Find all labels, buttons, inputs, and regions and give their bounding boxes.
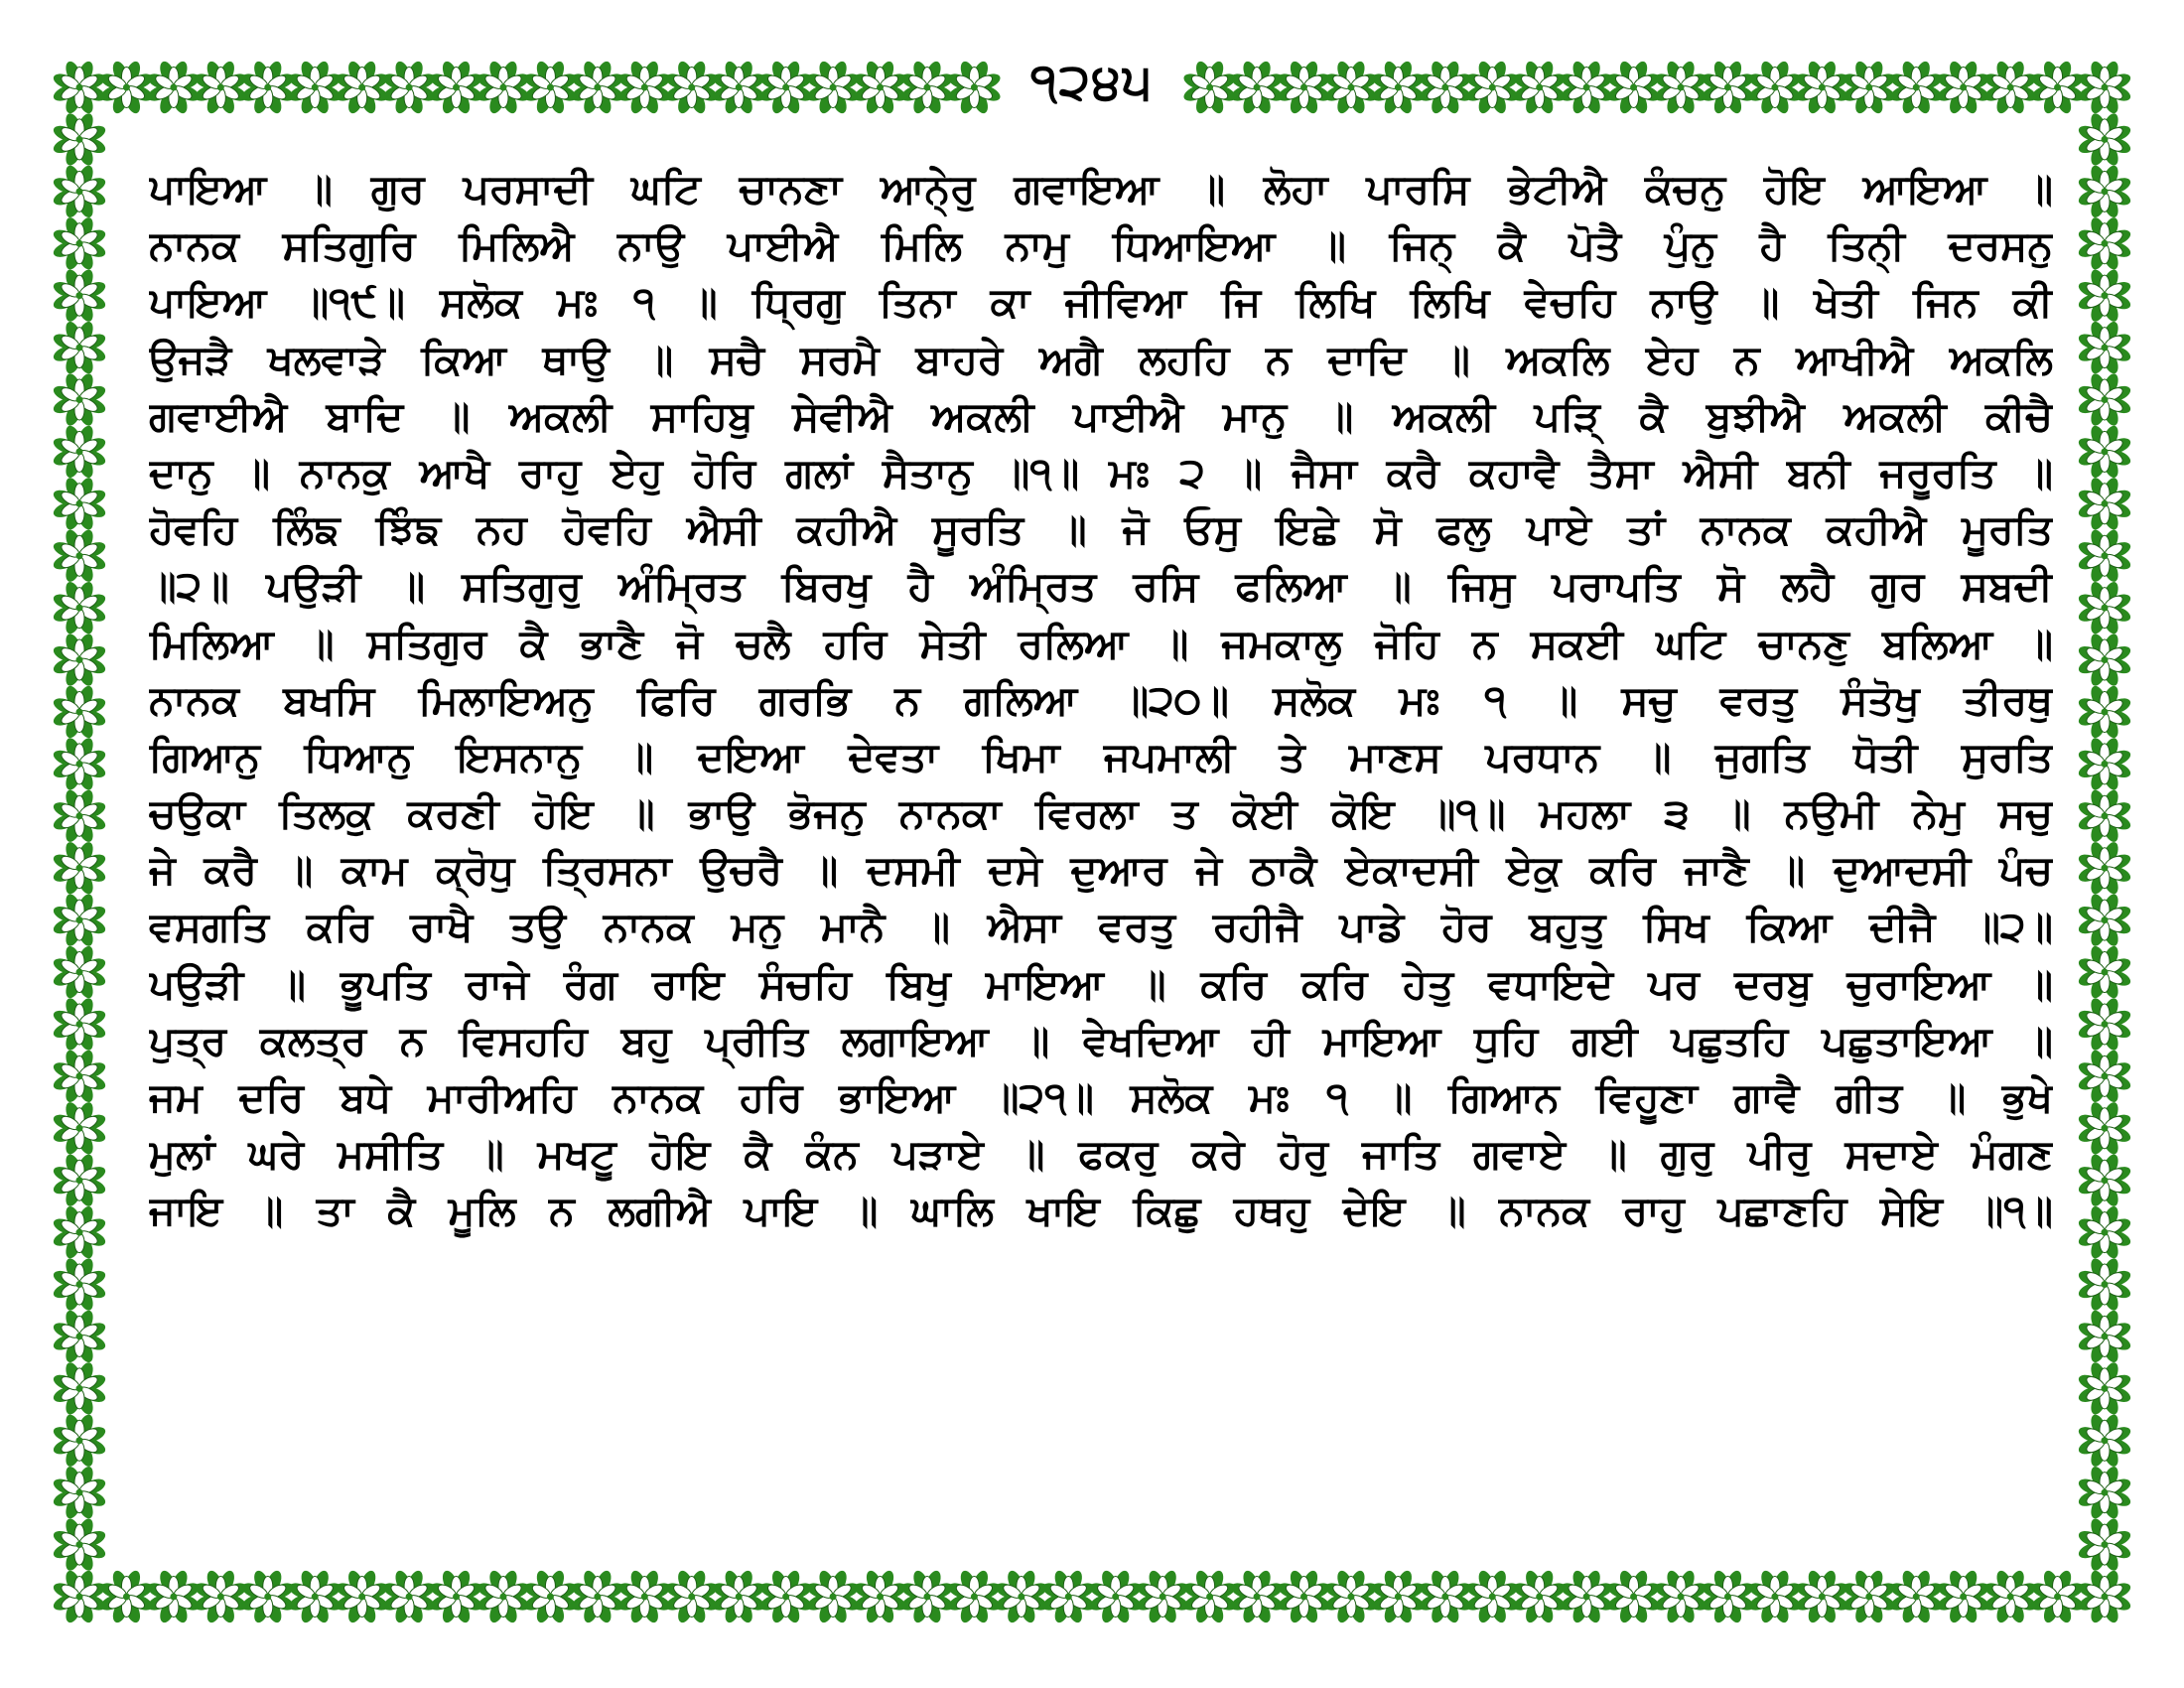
text-line: ਪਾਇਆ ॥ ਗੁਰ ਪਰਸਾਦੀ ਘਟਿ ਚਾਨਣਾ ਆਨੇ੍ਰੁ ਗਵਾਇਆ ॥ ਲੋਹਾ ਪਾਰਸਿ ਭੇਟੀਐ ਕੰਚਨੁ ਹੋਇ ਆਇਆ ॥ (149, 165, 2053, 212)
flower-icon (2077, 1516, 2133, 1573)
text-line: ਚਉਕਾ ਤਿਲਕੁ ਕਰਣੀ ਹੋਇ ॥ ਭਾਉ ਭੋਜਨੁ ਨਾਨਕਾ ਵਿਰਲਾ ਤ ਕੋਈ ਕੋਇ ॥੧॥ ਮਹਲਾ ੩ ॥ ਨਉਮੀ ਨੇਮੁ ਸਚੁ (149, 789, 2053, 838)
flower-icon (1747, 1569, 1804, 1625)
flower-icon (1605, 1569, 1662, 1625)
text-line: ਨਾਨਕ ਬਖਸਿ ਮਿਲਾਇਅਨੁ ਫਿਰਿ ਗਰਭਿ ਨ ਗਲਿਆ ॥੨੦॥ ਸਲੋਕ ਮਃ ੧ ॥ ਸਚੁ ਵਰਤੁ ਸੰਤੋਖੁ ਤੀਰਥੁ (149, 675, 2053, 724)
flower-icon (1935, 60, 1991, 116)
page-number: ੧੨੪੫ (1003, 52, 1181, 111)
text-line: ਜਾਇ ॥ ਤਾ ਕੈ ਮੂਲਿ ਨ ਲਗੀਐ ਪਾਇ ॥ ਘਾਲਿ ਖਾਇ ਕਿਛੁ ਹਥਹੁ ਦੇਇ ॥ ਨਾਨਕ ਰਾਹੁ ਪਛਾਣਹਿ ਸੇਇ ॥੧॥ (149, 1187, 2053, 1235)
flower-icon (2029, 1569, 2086, 1625)
flower-icon (193, 1569, 249, 1625)
flower-icon (946, 1569, 1003, 1625)
flower-icon (2077, 1152, 2133, 1208)
flower-icon (52, 527, 108, 584)
flower-icon (1276, 1569, 1332, 1625)
flower-icon (1181, 1569, 1238, 1625)
flower-icon (852, 60, 908, 116)
flower-icon (1276, 60, 1332, 116)
flower-icon (711, 1569, 767, 1625)
flower-icon (2077, 1204, 2133, 1261)
flower-icon (899, 60, 956, 116)
flower-icon (476, 60, 532, 116)
flower-icon (1982, 60, 2039, 116)
flower-icon (52, 996, 108, 1053)
flower-icon (52, 736, 108, 792)
flower-icon (2077, 320, 2133, 376)
flower-icon (287, 60, 343, 116)
flower-icon (52, 60, 108, 116)
flower-icon (52, 1516, 108, 1573)
flower-icon (52, 892, 108, 948)
flower-icon (1653, 1569, 1709, 1625)
flower-icon (98, 60, 155, 116)
flower-icon (381, 60, 438, 116)
flower-icon (52, 476, 108, 532)
flower-icon (852, 1569, 908, 1625)
flower-icon (2077, 527, 2133, 584)
flower-icon (1700, 60, 1756, 116)
flower-icon (52, 111, 108, 168)
flower-icon (52, 1204, 108, 1261)
flower-icon (1794, 1569, 1850, 1625)
flower-icon (2077, 267, 2133, 324)
flower-icon (52, 1256, 108, 1313)
flower-icon (52, 371, 108, 428)
flower-icon (52, 163, 108, 219)
flower-icon (1464, 60, 1521, 116)
text-line: ਪਾਇਆ ॥੧੯॥ ਸਲੋਕ ਮਃ ੧ ॥ ਧ੍ਰਿਗੁ ਤਿਨਾ ਕਾ ਜੀਵਿਆ ਜਿ ਲਿਖਿ ਲਿਖਿ ਵੇਚਹਿ ਨਾਉ ॥ ਖੇਤੀ ਜਿਨ ਕੀ (149, 278, 2053, 327)
flower-icon (381, 1569, 438, 1625)
flower-icon (287, 1569, 343, 1625)
flower-icon (2077, 1049, 2133, 1105)
flower-icon (2077, 787, 2133, 844)
text-line: ਜਮ ਦਰਿ ਬਧੇ ਮਾਰੀਅਹਿ ਨਾਨਕ ਹਰਿ ਭਾਇਆ ॥੨੧॥ ਸਲੋਕ ਮਃ ੧ ॥ ਗਿਆਨ ਵਿਹੂਣਾ ਗਾਵੈ ਗੀਤ ॥ ਭੁਖੇ (149, 1073, 2053, 1121)
flower-icon (2077, 996, 2133, 1053)
flower-icon (1747, 60, 1804, 116)
flower-icon (146, 60, 203, 116)
flower-icon (476, 1569, 532, 1625)
flower-icon (52, 1569, 108, 1625)
flower-icon (663, 60, 720, 116)
flower-icon (993, 1569, 1049, 1625)
flower-icon (616, 1569, 673, 1625)
flower-icon (805, 60, 862, 116)
flower-icon (1417, 60, 1473, 116)
flower-icon (52, 684, 108, 741)
flower-icon (2077, 476, 2133, 532)
flower-icon (2077, 892, 2133, 948)
flower-icon (2077, 580, 2133, 636)
text-line: ਹੋਵਹਿ ਲਿੰਙ ਝਿੰਙ ਨਹ ਹੋਵਹਿ ਐਸੀ ਕਹੀਐ ਸੂਰਤਿ ॥ ਜੋ ਓਸੁ ਇਛੇ ਸੋ ਫਲੁ ਪਾਏ ਤਾਂ ਨਾਨਕ ਕਹੀਐ ਮੂਰਤਿ (149, 505, 2053, 554)
flower-icon (2077, 1309, 2133, 1365)
flower-icon (1888, 60, 1945, 116)
flower-icon (334, 1569, 390, 1625)
flower-icon (2077, 1360, 2133, 1417)
flower-icon (146, 1569, 203, 1625)
flower-icon (570, 60, 626, 116)
flower-icon (1229, 1569, 1286, 1625)
flower-icon (711, 60, 767, 116)
flower-icon (1323, 1569, 1380, 1625)
flower-icon (1794, 60, 1850, 116)
flower-icon (239, 60, 296, 116)
text-line: ਪਉੜੀ ॥ ਭੂਪਤਿ ਰਾਜੇ ਰੰਗ ਰਾਇ ਸੰਚਹਿ ਬਿਖੁ ਮਾਇਆ ॥ ਕਰਿ ਕਰਿ ਹੇਤੁ ਵਧਾਇਦੇ ਪਰ ਦਰਬੁ ਚੁਰਾਇਆ ॥ (149, 959, 2053, 1008)
flower-icon (1511, 1569, 1568, 1625)
flower-icon (2077, 632, 2133, 688)
flower-icon (757, 60, 814, 116)
flower-icon (52, 215, 108, 272)
flower-icon (2077, 944, 2133, 1001)
flower-icon (2029, 60, 2086, 116)
flower-icon (2077, 371, 2133, 428)
text-line: ਜੇ ਕਰੈ ॥ ਕਾਮ ਕ੍ਰੋਧੁ ਤ੍ਰਿਸਨਾ ਉਚਰੈ ॥ ਦਸਮੀ ਦਸੇ ਦੁਆਰ ਜੇ ਠਾਕੈ ਏਕਾਦਸੀ ਏਕੁ ਕਰਿ ਜਾਣੈ ॥ ਦੁਆਦਸੀ ਪੰਚ (149, 846, 2053, 895)
flower-icon (1229, 60, 1286, 116)
flower-icon (757, 1569, 814, 1625)
flower-icon (1982, 1569, 2039, 1625)
flower-icon (1040, 1569, 1097, 1625)
flower-icon (52, 1100, 108, 1157)
flower-icon (1464, 1569, 1521, 1625)
flower-icon (2077, 684, 2133, 741)
text-line: ਪੁਤ੍ਰ ਕਲਤ੍ਰ ਨ ਵਿਸਹਹਿ ਬਹੁ ਪ੍ਰੀਤਿ ਲਗਾਇਆ ॥ ਵੇਖਦਿਆ ਹੀ ਮਾਇਆ ਧੁਹਿ ਗਈ ਪਛੁਤਹਿ ਪਛੁਤਾਇਆ ॥ (149, 1016, 2053, 1064)
flower-icon (1559, 1569, 1615, 1625)
flower-icon (334, 60, 390, 116)
flower-icon (2077, 1100, 2133, 1157)
flower-icon (1181, 60, 1238, 116)
flower-icon (2077, 163, 2133, 219)
flower-icon (193, 60, 249, 116)
flower-icon (522, 60, 579, 116)
flower-icon (52, 267, 108, 324)
flower-icon (1323, 60, 1380, 116)
flower-icon (663, 1569, 720, 1625)
flower-icon (1135, 1569, 1191, 1625)
flower-icon (2077, 215, 2133, 272)
flower-icon (2077, 1569, 2133, 1625)
flower-icon (52, 320, 108, 376)
text-line: ॥੨॥ ਪਉੜੀ ॥ ਸਤਿਗੁਰੁ ਅੰਮ੍ਰਿਤ ਬਿਰਖੁ ਹੈ ਅੰਮ੍ਰਿਤ ਰਸਿ ਫਲਿਆ ॥ ਜਿਸੁ ਪਰਾਪਤਿ ਸੋ ਲਹੈ ਗੁਰ ਸਬਦੀ (149, 562, 2053, 611)
flower-icon (428, 60, 484, 116)
flower-icon (1841, 60, 1897, 116)
flower-icon (52, 944, 108, 1001)
text-line: ਦਾਨੁ ॥ ਨਾਨਕੁ ਆਖੈ ਰਾਹੁ ਏਹੁ ਹੋਰਿ ਗਲਾਂ ਸੈਤਾਨੁ ॥੧॥ ਮਃ ੨ ॥ ਜੈਸਾ ਕਰੈ ਕਹਾਵੈ ਤੈਸਾ ਐਸੀ ਬਨੀ ਜਰੂਰਤਿ ॥ (149, 448, 2053, 496)
flower-icon (946, 60, 1003, 116)
flower-icon (52, 632, 108, 688)
flower-icon (2077, 840, 2133, 897)
flower-icon (52, 580, 108, 636)
flower-icon (2077, 424, 2133, 481)
flower-icon (1511, 60, 1568, 116)
flower-icon (570, 1569, 626, 1625)
flower-icon (2077, 1465, 2133, 1521)
flower-icon (1370, 60, 1427, 116)
text-line: ਮੁਲਾਂ ਘਰੇ ਮਸੀਤਿ ॥ ਮਖਟੂ ਹੋਇ ਕੈ ਕੰਨ ਪੜਾਏ ॥ ਫਕਰੁ ਕਰੇ ਹੋਰੁ ਜਾਤਿ ਗਵਾਏ ॥ ਗੁਰੁ ਪੀਰੁ ਸਦਾਏ ਮੰਗਣ (149, 1130, 2053, 1179)
text-line: ਗਵਾਈਐ ਬਾਦਿ ॥ ਅਕਲੀ ਸਾਹਿਬੁ ਸੇਵੀਐ ਅਕਲੀ ਪਾਈਐ ਮਾਨੁ ॥ ਅਕਲੀ ਪੜਿ੍ ਕੈ ਬੁਝੀਐ ਅਕਲੀ ਕੀਚੈ (149, 391, 2053, 440)
flower-icon (1559, 60, 1615, 116)
flower-icon (1841, 1569, 1897, 1625)
flower-icon (52, 1465, 108, 1521)
flower-icon (98, 1569, 155, 1625)
flower-icon (428, 1569, 484, 1625)
flower-icon (2077, 60, 2133, 116)
flower-icon (52, 840, 108, 897)
flower-icon (2077, 1256, 2133, 1313)
flower-icon (1653, 60, 1709, 116)
flower-icon (1417, 1569, 1473, 1625)
flower-icon (1370, 1569, 1427, 1625)
flower-icon (52, 1049, 108, 1105)
flower-icon (1700, 1569, 1756, 1625)
flower-icon (52, 424, 108, 481)
text-line: ਉਜੜੈ ਖਲਵਾੜੇ ਕਿਆ ਥਾਉ ॥ ਸਚੈ ਸਰਮੈ ਬਾਹਰੇ ਅਗੈ ਲਹਹਿ ਨ ਦਾਦਿ ॥ ਅਕਲਿ ਏਹ ਨ ਆਖੀਐ ਅਕਲਿ (149, 335, 2053, 383)
flower-icon (239, 1569, 296, 1625)
flower-icon (522, 1569, 579, 1625)
flower-icon (1888, 1569, 1945, 1625)
flower-icon (52, 787, 108, 844)
flower-icon (52, 1152, 108, 1208)
text-line: ਮਿਲਿਆ ॥ ਸਤਿਗੁਰ ਕੈ ਭਾਣੈ ਜੋ ਚਲੈ ਹਰਿ ਸੇਤੀ ਰਲਿਆ ॥ ਜਮਕਾਲੁ ਜੋਹਿ ਨ ਸਕਈ ਘਟਿ ਚਾਨਣੁ ਬਲਿਆ ॥ (149, 619, 2053, 667)
flower-icon (805, 1569, 862, 1625)
flower-icon (1935, 1569, 1991, 1625)
scripture-text (149, 161, 2053, 1511)
flower-icon (2077, 111, 2133, 168)
flower-icon (1605, 60, 1662, 116)
flower-icon (52, 1360, 108, 1417)
flower-icon (2077, 1412, 2133, 1469)
text-line: ਗਿਆਨੁ ਧਿਆਨੁ ਇਸਨਾਨੁ ॥ ਦਇਆ ਦੇਵਤਾ ਖਿਮਾ ਜਪਮਾਲੀ ਤੇ ਮਾਣਸ ਪਰਧਾਨ ॥ ਜੁਗਤਿ ਧੋਤੀ ਸੁਰਤਿ (149, 732, 2053, 780)
flower-icon (1087, 1569, 1144, 1625)
text-line: ਵਸਗਤਿ ਕਰਿ ਰਾਖੈ ਤਉ ਨਾਨਕ ਮਨੁ ਮਾਨੈ ॥ ਐਸਾ ਵਰਤੁ ਰਹੀਜੈ ਪਾਡੇ ਹੋਰ ਬਹੁਤੁ ਸਿਖ ਕਿਆ ਦੀਜੈ ॥੨॥ (149, 903, 2053, 951)
flower-icon (52, 1309, 108, 1365)
flower-icon (616, 60, 673, 116)
text-line: ਨਾਨਕ ਸਤਿਗੁਰਿ ਮਿਲਿਐ ਨਾਉ ਪਾਈਐ ਮਿਲਿ ਨਾਮੁ ਧਿਆਇਆ ॥ ਜਿਨ੍ ਕੈ ਪੋਤੈ ਪੁੰਨੁ ਹੈ ਤਿਨੀ੍ ਦਰਸਨੁ (149, 221, 2053, 270)
flower-icon (2077, 736, 2133, 792)
flower-icon (52, 1412, 108, 1469)
flower-icon (899, 1569, 956, 1625)
